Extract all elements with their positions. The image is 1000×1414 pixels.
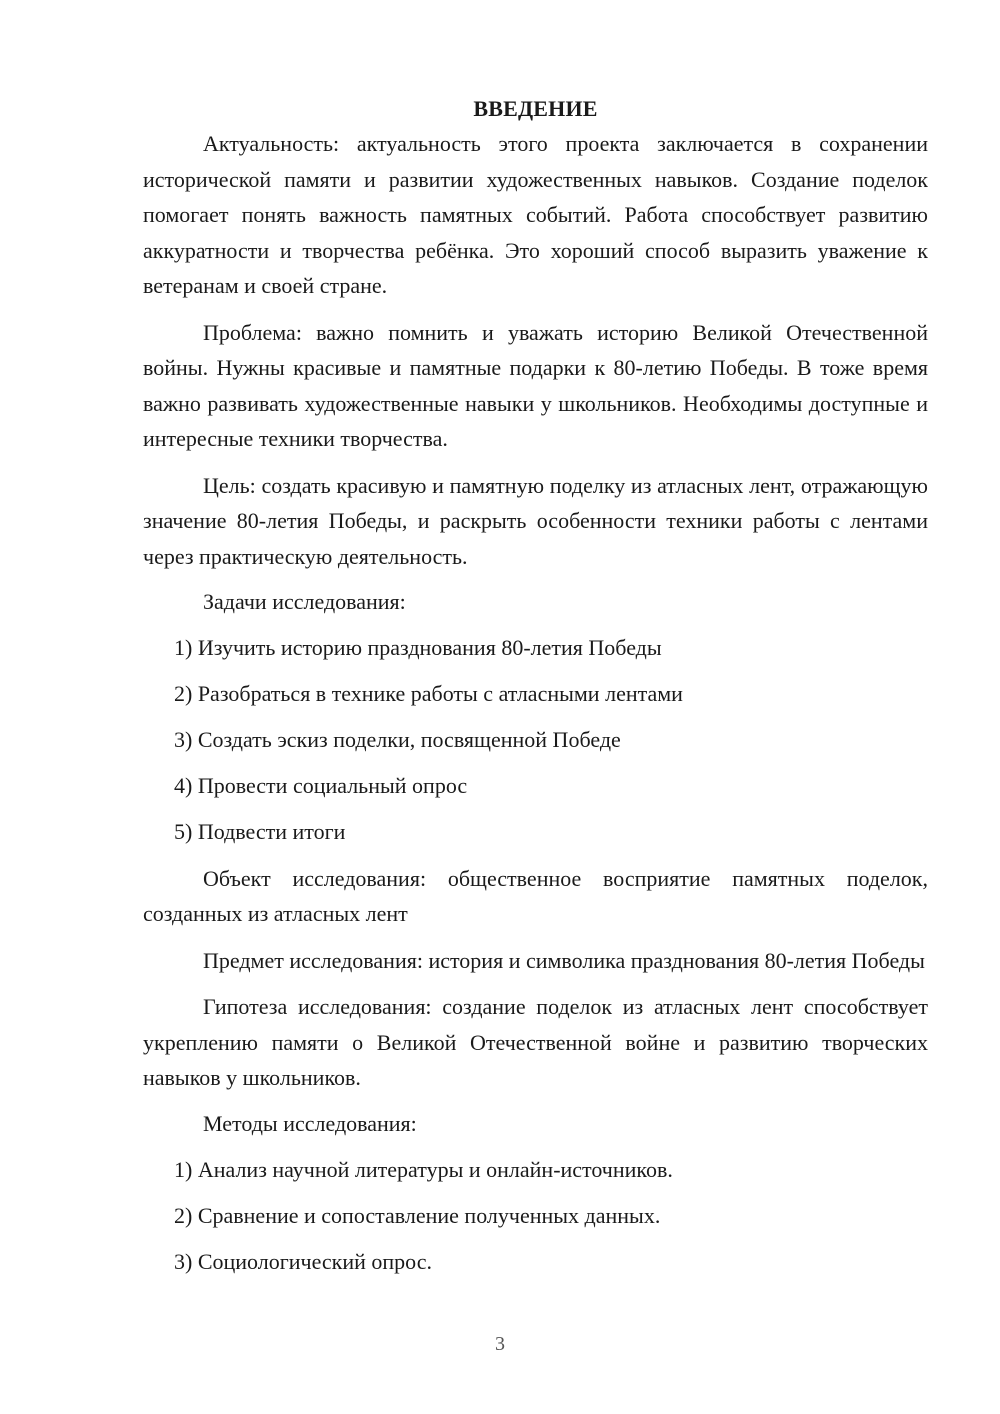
methods-heading: Методы исследования: (203, 1110, 417, 1136)
task-item: 4) Провести социальный опрос (174, 773, 468, 798)
subject-paragraph: Предмет исследования: история и символика празднования 80-летия Победы (203, 947, 925, 973)
task-item: 2) Разобраться в технике работы с атласными лентами (174, 681, 683, 706)
relevance-paragraph: Актуальность: актуальность этого проекта заключается в сохранении исторической памяти и развитии художественных навыков. Создание поделок помогает понять важность памятных событий. Работа способствует развитию аккуратности и творчества ребёнка. Это хороший способ выразить уважение к ветеранам и своей стране. (143, 131, 928, 298)
task-item: 3) Создать эскиз поделки, посвященной Победе (174, 727, 621, 752)
method-item: 2) Сравнение и сопоставление полученных данных. (174, 1202, 661, 1228)
object-paragraph: Объект исследования: общественное восприятие памятных поделок, созданных из атласных лент (143, 865, 928, 926)
method-item: 3) Социологический опрос. (174, 1248, 432, 1274)
task-item: 1) Изучить историю празднования 80-летия Победы (174, 635, 662, 660)
methods-list (143, 1152, 928, 1280)
section-title: ВВЕДЕНИЕ (473, 96, 598, 121)
goal-paragraph: Цель: создать красивую и памятную поделку из атласных лент, отражающую значение 80-летия Победы, и раскрыть особенности техники работы с лентами через практическую деятельность. (143, 472, 928, 569)
hypothesis-paragraph: Гипотеза исследования: создание поделок из атласных лент способствует укреплению памяти о Великой Отечественной войне и развитию творческих навыков у школьников. (143, 994, 928, 1090)
task-item: 5) Подвести итоги (174, 819, 346, 844)
tasks-heading: Задачи исследования: (203, 589, 406, 614)
page-number: 3 (495, 1333, 505, 1355)
tasks-list (143, 630, 928, 850)
problem-paragraph: Проблема: важно помнить и уважать историю Великой Отечественной войны. Нужны красивые и памятные подарки к 80-летию Победы. В тоже время важно развивать художественные навыки у школьников. Необходимы доступные и интересные техники творчества. (143, 319, 928, 451)
document-page (143, 92, 928, 1279)
method-item: 1) Анализ научной литературы и онлайн-источников. (174, 1156, 673, 1182)
